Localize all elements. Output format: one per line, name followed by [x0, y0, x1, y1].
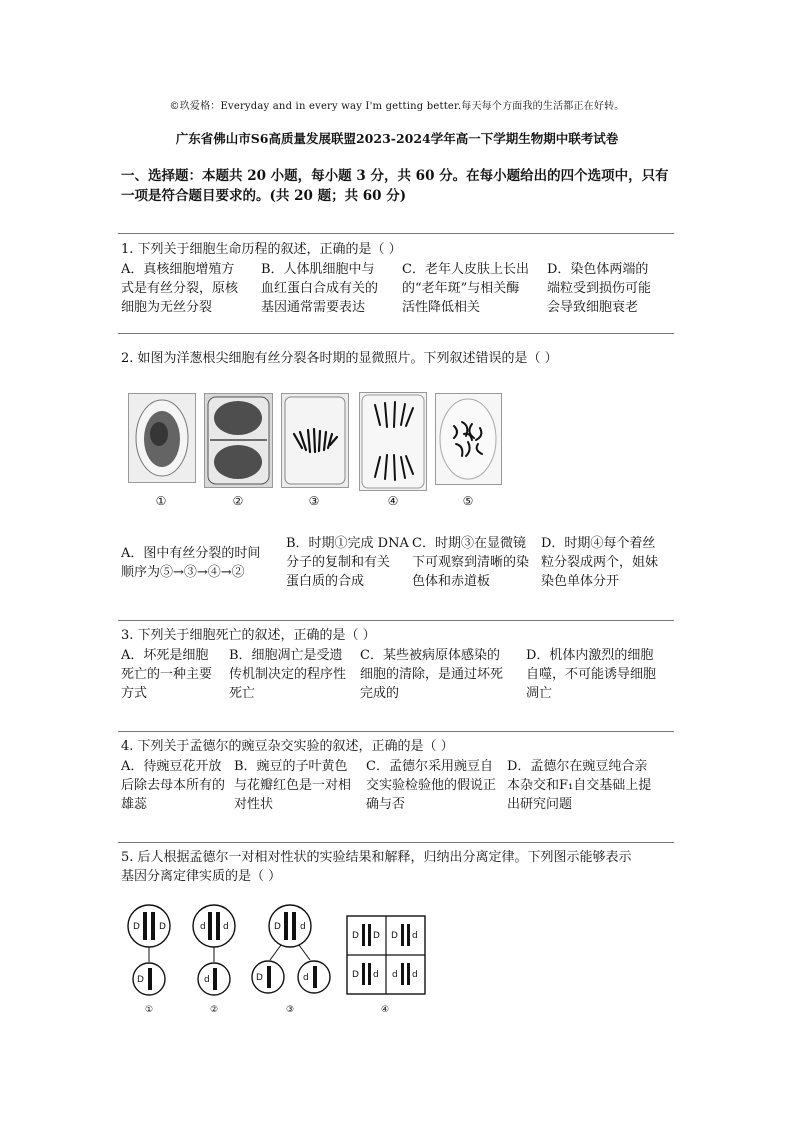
option-line: 下可观察到清晰的染 — [412, 555, 530, 570]
allele-label: D — [159, 922, 166, 932]
diagram-label: ③ — [286, 1005, 295, 1015]
option-line: D．孟德尔在豌豆纯合亲 — [507, 759, 648, 774]
q5-stem-line-2: 基因分离定律实质的是（ ） — [121, 869, 282, 884]
option-line: 对性状 — [234, 797, 274, 812]
allele-label: D — [391, 931, 398, 941]
allele-label: D — [274, 922, 281, 932]
section-instruction — [121, 166, 681, 206]
option-line: 确与否 — [366, 797, 406, 812]
option-line: 自噬，不可能诱导细胞 — [526, 667, 657, 682]
diagram-label: ① — [145, 1005, 154, 1015]
option-line: 细胞的清除，是通过坏死 — [360, 667, 504, 682]
option-line: 基因通常需要表达 — [261, 300, 366, 315]
divider — [118, 731, 674, 732]
cell-image — [205, 394, 272, 487]
option-line: 方式 — [121, 686, 148, 701]
option-line: B．时期①完成 DNA — [286, 536, 409, 551]
option-line: A．坏死是细胞 — [121, 648, 209, 663]
allele-label: d — [223, 922, 229, 932]
micrograph-label: ③ — [308, 494, 320, 508]
q2-option-c[interactable] — [412, 534, 544, 591]
q4-option-d[interactable] — [507, 757, 677, 814]
micrograph-5 — [435, 393, 502, 485]
diagram-label: ④ — [381, 1005, 390, 1015]
micrograph-label: ① — [155, 494, 167, 508]
option-line: C．某些被病原体感染的 — [360, 648, 500, 663]
micrograph-label: ② — [232, 494, 244, 508]
q1-option-d[interactable] — [547, 260, 677, 317]
allele-label: d — [373, 970, 379, 980]
option-line: 后除去母本所有的 — [121, 778, 226, 793]
q2-stem: 2. 如图为洋葱根尖细胞有丝分裂各时期的显微照片。下列叙述错误的是（ ） — [121, 351, 558, 366]
option-line: D．时期④每个着丝 — [541, 536, 656, 551]
option-line: 会导致细胞衰老 — [547, 300, 639, 315]
option-line: A．图中有丝分裂的时间 — [121, 546, 261, 561]
q4-option-c[interactable] — [366, 757, 508, 814]
allele-label: d — [412, 970, 418, 980]
allele-label: d — [303, 973, 309, 983]
option-line: 凋亡 — [526, 686, 553, 701]
option-line: D．机体内激烈的细胞 — [526, 648, 654, 663]
divider — [118, 233, 674, 234]
option-line: 式是有丝分裂，原核 — [121, 281, 239, 296]
q3-option-d[interactable] — [526, 646, 678, 703]
option-line: B．人体肌细胞中与 — [261, 262, 375, 277]
divider — [118, 333, 674, 334]
option-line: A．待豌豆花开放 — [121, 759, 222, 774]
q1-option-b[interactable] — [261, 260, 401, 317]
q3-stem: 3. 下列关于细胞死亡的叙述，正确的是（ ） — [121, 628, 376, 643]
allele-label: D — [137, 975, 144, 985]
q4-option-b[interactable] — [234, 757, 364, 814]
micrograph-label: ⑤ — [462, 494, 474, 508]
option-line: 顺序为⑤→③→④→② — [121, 565, 245, 580]
q1-stem: 1. 下列关于细胞生命历程的叙述，正确的是（ ） — [121, 242, 402, 257]
option-line: 交实验检验他的假说正 — [366, 778, 497, 793]
allele-separation-diagrams — [115, 900, 445, 1020]
micrograph-2 — [204, 393, 273, 488]
diagram-2 — [193, 905, 235, 995]
q2-option-d[interactable] — [541, 534, 677, 591]
option-line: 粒分裂成两个，姐妹 — [541, 555, 659, 570]
allele-label: d — [392, 970, 398, 980]
q2-option-b[interactable] — [286, 534, 414, 591]
q4-stem: 4. 下列关于孟德尔的豌豆杂交实验的叙述，正确的是（ ） — [121, 739, 454, 754]
option-line: D．染色体两端的 — [547, 262, 649, 277]
diagram-label: ② — [210, 1005, 219, 1015]
q2-option-a[interactable] — [121, 544, 283, 582]
micrograph-1 — [128, 393, 196, 483]
option-line: 的“老年斑”与相关酶 — [402, 281, 520, 296]
option-line: 细胞为无丝分裂 — [121, 300, 213, 315]
allele-label: D — [352, 970, 359, 980]
option-line: 分子的复制和有关 — [286, 555, 391, 570]
option-line: 色体和赤道板 — [412, 574, 491, 589]
divider — [118, 620, 674, 621]
option-line: A．真核细胞增殖方 — [121, 262, 235, 277]
allele-label: D — [256, 973, 263, 983]
allele-label: D — [373, 931, 380, 941]
option-line: C．老年人皮肤上长出 — [402, 262, 529, 277]
allele-label: d — [300, 922, 306, 932]
allele-label: d — [412, 931, 418, 941]
page-title: 广东省佛山市S6高质量发展联盟2023-2024学年高一下学期生物期中联考试卷 — [175, 131, 619, 146]
option-line: B．豌豆的子叶黄色 — [234, 759, 348, 774]
q3-option-c[interactable] — [360, 646, 528, 703]
option-line: 与花瓣红色是一对相 — [234, 778, 352, 793]
option-line: 出研究问题 — [507, 797, 573, 812]
option-line: 死亡 — [229, 686, 256, 701]
option-line: C．时期③在显微镜 — [412, 536, 526, 551]
option-line: 死亡的一种主要 — [121, 667, 213, 682]
option-line: 血红蛋白合成有关的 — [261, 281, 379, 296]
allele-label: D — [352, 931, 359, 941]
option-line: 端粒受到损伤可能 — [547, 281, 652, 296]
option-line: C．孟德尔采用豌豆自 — [366, 759, 493, 774]
q5-stem — [121, 848, 681, 886]
option-line: 雄蕊 — [121, 797, 148, 812]
q1-option-a[interactable] — [121, 260, 261, 317]
q4-option-a[interactable] — [121, 757, 237, 814]
option-line: 活性降低相关 — [402, 300, 481, 315]
q5-stem-line-1: 5. 后人根据孟德尔一对相对性状的实验结果和解释，归纳出分离定律。下列图示能够表示 — [121, 850, 632, 865]
cell-image — [436, 394, 501, 484]
allele-label: d — [200, 922, 206, 932]
micrograph-3 — [281, 393, 349, 488]
micrograph-4 — [359, 392, 427, 491]
divider — [118, 842, 674, 843]
diagram-4 — [347, 916, 425, 994]
q1-option-c[interactable] — [402, 260, 547, 317]
header-motto: ©玖爱格：Everyday and in every way I'm getting better.每天每个方面我的生活都正在好转。 — [169, 101, 625, 112]
allele-label: D — [133, 922, 140, 932]
option-line: 传机制决定的程序性 — [229, 667, 347, 682]
option-line: B．细胞凋亡是受遗 — [229, 648, 343, 663]
option-line: 蛋白质的合成 — [286, 574, 365, 589]
cell-image — [360, 393, 426, 490]
option-line: 本杂交和F₁自交基础上提 — [507, 778, 652, 793]
q3-option-b[interactable] — [229, 646, 361, 703]
micrograph-label: ④ — [387, 494, 399, 508]
allele-label: d — [204, 975, 210, 985]
diagram-3 — [252, 905, 330, 993]
q3-option-a[interactable] — [121, 646, 231, 703]
cell-image — [282, 394, 348, 487]
option-line: 完成的 — [360, 686, 400, 701]
diagram-1 — [128, 905, 170, 995]
section-line-2: 一项是符合题目要求的。(共 20 题；共 60 分) — [121, 188, 407, 204]
section-line-1: 一、选择题：本题共 20 小题，每小题 3 分，共 60 分。在每小题给出的四个选项中，只有 — [121, 168, 669, 184]
option-line: 染色单体分开 — [541, 574, 620, 589]
cell-image — [129, 394, 195, 482]
